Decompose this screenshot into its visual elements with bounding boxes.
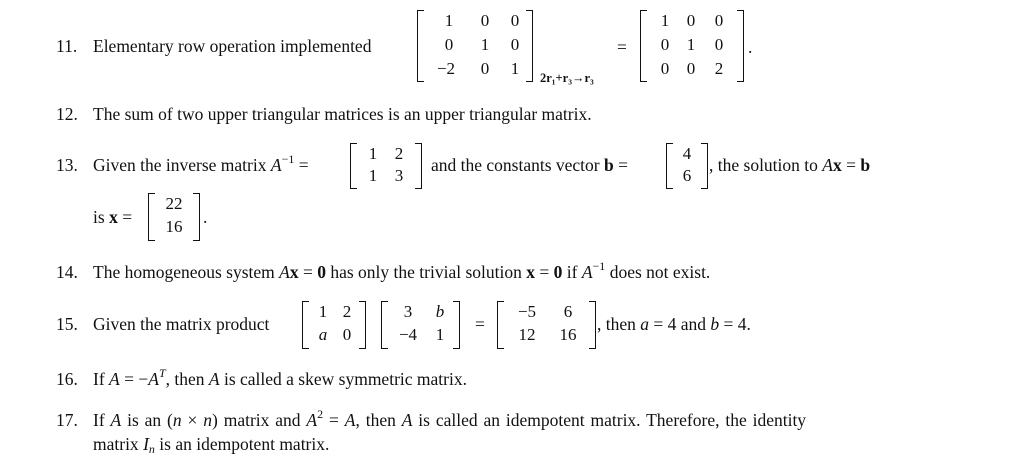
matrix-cell: −4 — [398, 325, 418, 344]
item-number: 12. — [56, 104, 78, 124]
matrix-cell: 2 — [714, 59, 724, 78]
matrix-cell: 1 — [510, 59, 520, 78]
item-text: The sum of two upper triangular matrices is an upper triangular matrix. — [93, 104, 592, 124]
item-text: Given the inverse matrix $A^{-1}$ = — [93, 152, 309, 175]
row-operation-label: 2r₁+r₃→r₃ — [540, 71, 594, 85]
matrix-cell: 0 — [660, 59, 670, 78]
item-number: 15. — [56, 314, 78, 334]
matrix-cell: b — [435, 302, 445, 321]
item-text-end: , the solution to Ax = b — [709, 155, 871, 175]
inverse-matrix — [350, 143, 422, 189]
matrix-cell: 4 — [682, 144, 692, 163]
matrix-cell: 2 — [342, 302, 352, 321]
matrix-cell: 3 — [394, 166, 404, 185]
matrix-cell: 6 — [563, 302, 573, 321]
item-text-line2: is x = — [93, 207, 133, 227]
matrix-factor-2 — [381, 301, 460, 349]
matrix-cell: 1 — [660, 11, 670, 30]
matrix-cell: 0 — [714, 35, 724, 54]
item-number: 14. — [56, 262, 78, 282]
matrix-cell: 1 — [686, 35, 696, 54]
item-text: Given the matrix product — [93, 314, 270, 334]
item-number: 11. — [56, 36, 78, 56]
matrix-cell: 22 — [165, 194, 183, 213]
matrix-cell: 0 — [342, 325, 352, 344]
equals-sign: = — [617, 37, 627, 57]
period: . — [748, 37, 753, 57]
constants-vector — [666, 143, 708, 189]
matrix-cell: 2 — [394, 144, 404, 163]
item-text-mid: and the constants vector b = — [431, 155, 628, 175]
matrix-cell: 0 — [510, 11, 520, 30]
item-text-end: , then a = 4 and b = 4. — [597, 314, 751, 334]
matrix-cell: 0 — [714, 11, 724, 30]
matrix-cell: 1 — [444, 11, 454, 30]
matrix-cell: 3 — [403, 302, 413, 321]
item-number: 16. — [56, 369, 78, 389]
solution-vector — [148, 193, 200, 241]
matrix-cell: 0 — [510, 35, 520, 54]
equals-sign: = — [475, 314, 485, 334]
item-text-line2: matrix $I_n$ is an idempotent matrix. — [93, 434, 330, 456]
matrix-cell: 16 — [559, 325, 577, 344]
matrix-cell: 0 — [480, 59, 490, 78]
matrix-cell: 1 — [318, 302, 328, 321]
matrix-result — [640, 10, 744, 82]
item-text: Elementary row operation implemented — [93, 36, 372, 56]
matrix-cell: 16 — [165, 217, 183, 236]
matrix-factor-1 — [302, 301, 366, 349]
matrix-original — [417, 10, 533, 82]
matrix-cell: 0 — [480, 11, 490, 30]
matrix-cell: 1 — [435, 325, 445, 344]
matrix-cell: −5 — [517, 302, 537, 321]
matrix-cell: 0 — [686, 59, 696, 78]
matrix-product — [497, 301, 596, 349]
period: . — [203, 207, 208, 227]
matrix-cell: 1 — [480, 35, 490, 54]
matrix-cell: 0 — [660, 35, 670, 54]
matrix-cell: 0 — [444, 35, 454, 54]
matrix-cell: 1 — [368, 144, 378, 163]
item-text: The homogeneous system Ax = 0 has only the trivial solution x = 0 if $A^{-1}$ does not exist. — [93, 259, 711, 282]
matrix-cell: 0 — [686, 11, 696, 30]
item-text: If A is an (n × n) matrix and $A^2 = A$, then A is called an idempotent matrix. Therefore, the identity — [93, 407, 807, 430]
item-number: 17. — [56, 410, 78, 430]
matrix-cell: 6 — [682, 166, 692, 185]
item-number: 13. — [56, 155, 78, 175]
matrix-cell: 1 — [368, 166, 378, 185]
item-text: If $A = -A^T$, then A is called a skew symmetric matrix. — [93, 366, 467, 389]
matrix-cell: a — [318, 325, 328, 344]
matrix-cell: 12 — [518, 325, 536, 344]
matrix-cell: −2 — [436, 59, 456, 78]
